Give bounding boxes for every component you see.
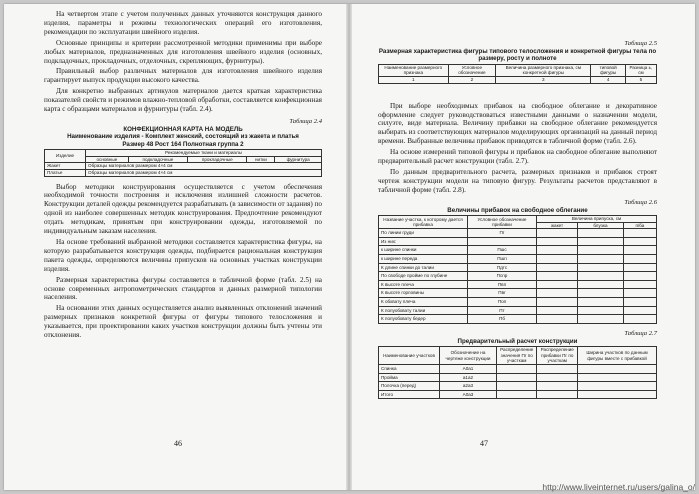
row-symbol: Пг (468, 229, 537, 238)
row-label: Итого (379, 390, 440, 399)
subcol-header: подкладочные (128, 156, 187, 163)
size-characteristics-table (378, 64, 657, 84)
row-samples: Образцы материалов размером 4×4 см (86, 169, 322, 176)
row-symbol (468, 237, 537, 246)
col-header: Наименование участков (379, 347, 440, 365)
col-header-materials: Рекомендуемые ткани и материалы (86, 150, 322, 157)
row-label: К полуобхвату талии (379, 306, 468, 315)
row-label: к ширине переда (379, 255, 468, 264)
row-label: По линии груди (379, 229, 468, 238)
row-symbol: Поп (468, 298, 537, 307)
subcol-header: жакет (537, 222, 578, 229)
col-header: Название участка, к которому дается прибавка (379, 216, 468, 229)
table-2-4-subtitle: Наименование изделия - Комплект женский, состоящий из жакета и платья (67, 133, 299, 141)
table-2-6-title: Величины прибавок на свободное облегание (447, 206, 588, 214)
table-2-7-label: Таблица 2.7 (624, 329, 657, 337)
row-label: К высоте плеча (379, 280, 468, 289)
table-2-5-label: Таблица 2.5 (624, 40, 657, 47)
row-samples: Образцы материалов размером 4×4 см (86, 163, 322, 170)
table-2-6-label: Таблица 2.6 (624, 198, 657, 206)
paragraph: Основные принципы и критерии рассмотренной методики применимы при выборе любых материалов, предназначенных для изготовления швейного изделия (основных, подкладочных, прокладочных, отделочных, скрепляющих, фурнитуры). (44, 38, 322, 65)
col-number: 4 (591, 77, 625, 84)
table-2-4-size-line: Размер 48 Рост 164 Полнотная группа 2 (122, 140, 244, 148)
page-number: 46 (174, 439, 182, 448)
row-symbol: Пвп (468, 280, 537, 289)
table-row (379, 77, 657, 84)
paragraph: Для конкретно выбранных артикулов материалов дается краткая характеристика показателей свойств и режимов влажно-тепловой обработки, составляется конфекционная карта с образцами материалов и фурнитуры (табл. 2.4). (44, 87, 322, 114)
subcol-header: прокладочные (188, 156, 247, 163)
table-2-4-title: КОНФЕКЦИОННАЯ КАРТА НА МОДЕЛЬ (123, 125, 243, 133)
row-label: Пройма (379, 373, 440, 382)
row-label: Спинка (379, 364, 440, 373)
row-symbol: Пшс (468, 246, 537, 255)
subcol-header: нитки (247, 156, 275, 163)
col-number: 2 (448, 77, 496, 84)
row-label: По свободе пройме по глубине (379, 272, 468, 281)
col-header: Условное обозначение (448, 64, 496, 76)
page-left (4, 4, 348, 490)
confection-card-table (44, 149, 322, 176)
col-header: Величина размерного признака, см конкретной фигуры (496, 64, 591, 76)
paragraph: По данным предварительного расчета, размерных признаков и прибавок строят чертеж конструкции модели на типовую фигуру. Результаты расчетов представляют в табличной форме (табл. 2.8). (378, 167, 657, 194)
book-spread (4, 4, 695, 490)
col-header: Величина припуска, см (537, 216, 657, 223)
col-header: типовой фигуры (591, 64, 625, 76)
col-number: 5 (625, 77, 656, 84)
table-row (379, 272, 657, 281)
col-header: Обозначение на чертеже конструкции (440, 347, 497, 365)
col-header: Наименование размерного признака (379, 64, 449, 76)
row-symbol: А0а1 (440, 364, 497, 373)
table-row (379, 306, 657, 315)
subcol-header: основные (86, 156, 129, 163)
paragraph: На основании этих данных осуществляется анализ выявленных отклонений значений размерных признаков конкретной фигуры от фигуры типового телосложения и указывается, при проектировании каких участков конструкции должны быть учтены эти отклонения. (44, 304, 322, 340)
table-row (379, 373, 657, 382)
row-item: Платье (45, 169, 86, 176)
table-row (379, 237, 657, 246)
row-symbol: а2а3 (440, 382, 497, 391)
col-header: Условное обозначение прибавки (468, 216, 537, 229)
paragraph: При выборе необходимых прибавок на свободное облегание и декоративное оформление следует руководствоваться известными данными о назначении модели, силуэте, виде материала. Величину прибавки на свободное облегание рекомендуется выбирать из соответствующих материалов моделирующих организаций на данный период времени. Выбранные величины прибавок приводятся в табличной форме (табл. 2.6). (378, 101, 657, 146)
left-text-column (44, 10, 322, 342)
row-symbol: Пвг (468, 289, 537, 298)
row-label: Из них: (379, 237, 468, 246)
table-row (379, 289, 657, 298)
table-row (379, 315, 657, 324)
allowances-table (378, 215, 657, 324)
table-2-7-title: Предварительный расчет конструкции (457, 337, 578, 345)
row-symbol: Пшп (468, 255, 537, 264)
col-header: Разница ±, см (625, 64, 656, 76)
paragraph: На основе требований выбранной методики составляется характеристика фигуры, на которую разрабатывается конструкция одежды, подбирается рациональная конструкция пакета одежды, определяются величины припусков на основных участках конструкции изделия. (44, 238, 322, 273)
table-row (379, 390, 657, 399)
table-2-4-label: Таблица 2.4 (289, 117, 322, 125)
row-label: К длине спинки до талии (379, 263, 468, 272)
page-number: 47 (480, 439, 488, 448)
subcol-header: блузка (578, 222, 624, 229)
subcol-header: п/ба (623, 222, 656, 229)
row-label: к ширине спинки (379, 246, 468, 255)
table-row (45, 169, 322, 176)
col-number: 1 (379, 77, 449, 84)
paragraph: Выбор методики конструирования осуществляется с учетом обеспечения необходимой точности построения и исключения излишней сложности расчетов. Конструкции деталей одежды рекомендуется разрабатывать (в зависимости от задания) по одной из наиболее совершенных методик конструирования. Предпочтение рекомендуют отдать методикам, принятым при конструировании одежды, изготовляемой по индивидуальным заказам населения. (44, 182, 322, 236)
row-symbol: Пт (468, 306, 537, 315)
right-text-column (378, 40, 657, 399)
row-symbol: Пспр (468, 272, 537, 281)
table-row (379, 280, 657, 289)
source-watermark: http://www.liveinternet.ru/users/galina_o/ (542, 482, 695, 492)
paragraph: Размерная характеристика фигуры составляется в табличной форме (табл. 2.5) на основе современных антропометрических стандартов и данных размерной типологии населения. (44, 275, 322, 302)
table-row (379, 263, 657, 272)
table-row (379, 255, 657, 264)
row-symbol: Пдтс (468, 263, 537, 272)
paragraph: На основе измерений типовой фигуры и прибавок на свободное облегание выполняют предварительный расчет конструкции (табл. 2.7). (378, 148, 657, 166)
col-header: Распределение значения Пг по участкам (497, 347, 537, 365)
col-header-item: Изделие (45, 150, 86, 163)
row-label: К обхвату плеча (379, 298, 468, 307)
row-symbol: а1а2 (440, 373, 497, 382)
subcol-header: фурнитура (275, 156, 322, 163)
preliminary-calculation-table (378, 346, 657, 399)
table-row (379, 382, 657, 391)
row-label: Полочка (перед) (379, 382, 440, 391)
col-number: 3 (496, 77, 591, 84)
table-row (379, 298, 657, 307)
row-symbol: Пб (468, 315, 537, 324)
row-item: Жакет (45, 163, 86, 170)
table-row (379, 364, 657, 373)
row-label: К высоте горловины (379, 289, 468, 298)
col-header: Распределение прибавки Пг по участкам (537, 347, 578, 365)
row-label: К полуобхвату бедер (379, 315, 468, 324)
table-2-5-title: Размерная характеристика фигуры типового телосложения и конкретной фигуры тела по размеру, росту и полноте (378, 48, 657, 63)
page-right (350, 4, 695, 490)
row-symbol: А0а3 (440, 390, 497, 399)
table-row (379, 229, 657, 238)
paragraph: Правильный выбор различных материалов для изготовления швейного изделия гарантирует выпуск продукции высокого качества. (44, 67, 322, 85)
col-header: Ширина участков по данным фигуры вместе с прибавкой (578, 347, 657, 365)
table-row (45, 163, 322, 170)
paragraph: На четвертом этапе с учетом полученных данных уточняются конструкция данного изделия, параметры и режимы технологических операций его изготовления, рекомендации по эксплуатации швейного изделия. (44, 10, 322, 36)
table-row (379, 246, 657, 255)
